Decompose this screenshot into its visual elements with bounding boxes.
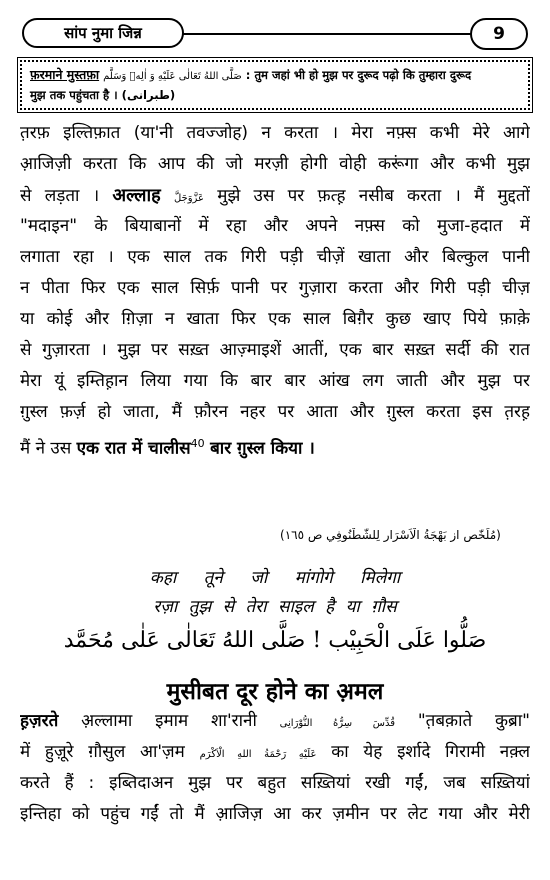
emphasis-text: बार ग़ुस्ल किया । — [210, 438, 315, 459]
body-line: या कोई और ग़िज़ा न खाता फिर एक साल बिग़ैर कुछ खाए पिये फ़ाक़े — [20, 309, 530, 329]
body-line-part: अ़ल्लामा इमाम शा'रानी — [81, 711, 257, 731]
body-line: "मदाइन" के बियाबानों में रहा और अपने नफ़्स को मुजा-हदात में — [20, 216, 530, 236]
hadith-honorific: صَلَّى اللهُ تَعَالٰى عَلَيْهِ وَ اٰلِهٖ وَسَلَّم — [103, 71, 242, 82]
body-line: ग़ुस्ल फ़र्ज़ हो जाता, मैं फ़ौरन नहर पर आता और ग़ुस्ल करता इस त़रह़ — [20, 402, 530, 422]
allah-word: अल्लाह — [112, 185, 161, 206]
couplet-line-1: कहा तूने जो मांगोगे मिलेगा — [149, 568, 401, 588]
arabic-honorific: قُدِّسَ سِرُّهُ النُّوْرَانِى — [279, 718, 395, 729]
body-line — [20, 706, 530, 737]
body-line-part: "त़बक़ाते कुब्रा" — [417, 711, 530, 731]
body-line: इन्तिहा को पहुंच गईं तो मैं आ़जिज़ आ कर ज़मीन पर लेट गया और मेरी — [20, 804, 530, 824]
page-number-text: 9 — [493, 24, 505, 44]
body-line-part: मैं ने उस — [20, 438, 72, 459]
page-number — [470, 18, 528, 50]
section-heading: मुसीबत दूर होने का अ़मल — [166, 679, 384, 705]
hadith-line-1 — [30, 65, 520, 86]
hadith-text-1: : तुम जहां भी हो मुझ पर दुरूद पढ़ो कि तुम्हारा दुरूद — [245, 68, 472, 82]
body-line: आ़जिज़ी करता कि आप की जो मरज़ी होगी वोही करूंगा और कभी मुझ — [20, 154, 530, 174]
hadith-line-2 — [30, 86, 520, 105]
hadith-box — [20, 60, 530, 110]
body-line-part: से लड़ता । — [20, 186, 100, 206]
body-line: न पीता फिर एक साल सिर्फ़ पानी पर गुज़ारा करता और गिरी पड़ी चीज़ — [20, 278, 530, 298]
body-paragraph — [20, 118, 530, 459]
body-line-part: का येह इर्शादे गिरामी नक़्ल — [331, 742, 530, 762]
superscript-number: 40 — [190, 437, 205, 450]
header-rule — [182, 33, 472, 35]
source-reference: (مُلَخّص از بَهْجَةُ الْاَسْرَار لِلشَّطْنُوفِي ص ١٦٥) — [280, 528, 501, 542]
body-line: से गुज़ारता । मुझ पर सख़्त आज़्माइशें आतीं, एक बार सख़्त सर्दी की रात — [20, 340, 530, 360]
emphasis-text: ह़ज़रते — [20, 711, 59, 731]
body-line: करते हैं : इब्तिदाअन मुझ पर बहुत सख़्तियां रखी गईं, जब सख़्तियां — [20, 773, 530, 793]
couplet-line-2: रज़ा तुझ से तेरा साइल है या ग़ौस — [153, 597, 397, 617]
body-line — [20, 737, 530, 768]
hadith-lead: फ़रमाने मुस्तफ़ा — [30, 67, 100, 82]
emphasis-text: एक रात में चालीस — [76, 438, 191, 459]
hadith-text-2: मुझ तक पहुंचता है । (طبرانى) — [30, 88, 176, 102]
body-paragraph-2 — [20, 706, 530, 830]
body-line-part: मुझे उस पर फ़त्ह़ नसीब करता । मैं मुद्दतों — [217, 186, 530, 206]
body-line — [20, 428, 530, 459]
body-line: लगाता रहा । एक साल तक गिरी पड़ी चीज़ें खाता और बिल्कुल पानी — [20, 247, 530, 267]
running-title-text: सांप नुमा जिन्न — [64, 24, 142, 42]
arabic-honorific: عَلَيْهِ رَحْمَةُ اللهِ الْاَكْرَم — [199, 749, 317, 760]
body-line-part: में हुज़ूरे ग़ौसुल आ'ज़म — [20, 742, 185, 762]
body-line: त़रफ़ इल्तिफ़ात (या'नी तवज्जोह) न करता । मेरा नफ़्स कभी मेरे आगे — [20, 123, 530, 143]
running-title — [22, 18, 184, 48]
durood-calligraphy: صَلُّوا عَلَى الْحَبِيْب ! صَلَّى اللهُ تَعَالٰى عَلٰى مُحَمَّد — [63, 628, 487, 653]
arabic-honorific: عَزَّوَجَلَّ — [173, 193, 205, 204]
body-line: मेरा यूं इम्तिह़ान लिया गया कि बार बार आंख लग जाती और मुझ पर — [20, 371, 530, 391]
body-line — [20, 180, 530, 211]
